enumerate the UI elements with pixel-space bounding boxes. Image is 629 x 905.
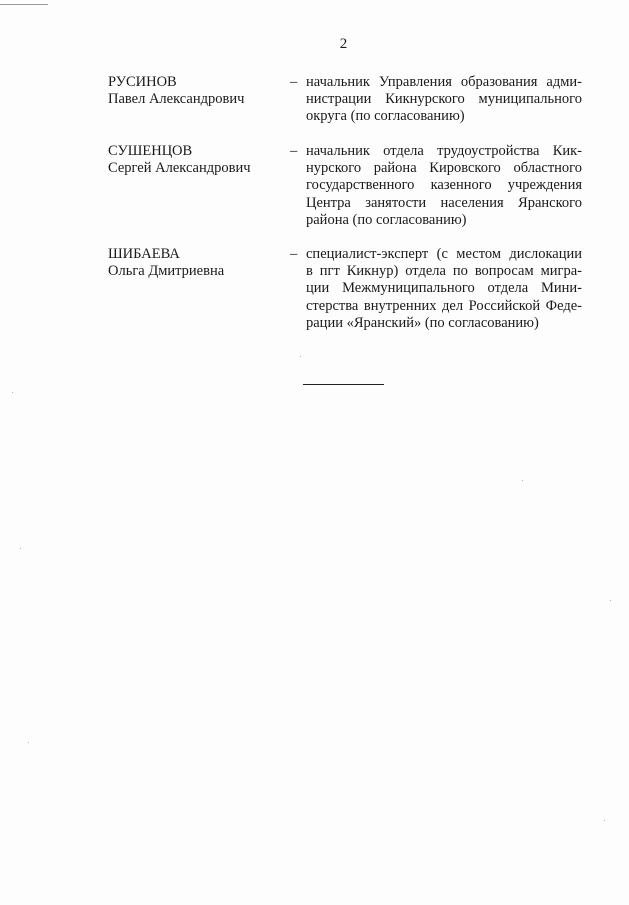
member-role: [306, 143, 582, 229]
role-line: стерства внутренних дел Российской Феде-: [306, 297, 582, 314]
member-name: [108, 143, 278, 177]
scan-speck: [604, 820, 605, 821]
member-given-name: Сергей Александрович: [108, 160, 251, 176]
role-line: государственного казенного учреждения: [306, 177, 582, 194]
member-name: [108, 246, 278, 280]
member-role: [306, 74, 582, 126]
member-given-name: Павел Александрович: [108, 91, 245, 107]
separator-dash: –: [290, 143, 298, 159]
member-given-name: Ольга Дмитриевна: [108, 263, 225, 279]
role-line: специалист-эксперт (с местом дислокации: [306, 246, 582, 262]
scan-speck: [522, 480, 523, 481]
role-line: начальник Управления образования адми-: [306, 74, 582, 90]
member-role: [306, 246, 582, 332]
role-line: района (по согласованию): [306, 211, 467, 228]
scan-speck: [28, 742, 29, 743]
role-line: в пгт Кикнур) отдела по вопросам мигра-: [306, 263, 582, 280]
role-line: Центра занятости населения Яранского: [306, 194, 582, 211]
closing-rule: [303, 384, 384, 385]
page-number: 2: [339, 36, 348, 52]
role-line: нистрации Кикнурского муниципального: [306, 91, 582, 108]
separator-dash: –: [290, 246, 298, 262]
role-line: рации «Яранский» (по согласованию): [306, 314, 539, 331]
role-line: начальник отдела трудоустройства Кик-: [306, 143, 582, 159]
role-line: ции Межмуниципального отдела Мини-: [306, 280, 582, 297]
scan-speck: [20, 548, 21, 549]
role-line: нурского района Кировского областного: [306, 160, 582, 177]
separator-dash: –: [290, 74, 298, 90]
role-line: округа (по согласованию): [306, 108, 465, 125]
member-name: [108, 74, 278, 108]
member-surname: ШИБАЕВА: [108, 246, 180, 262]
scan-artifact-line: [0, 4, 48, 5]
scan-speck: [12, 392, 13, 393]
scan-speck: [300, 356, 301, 357]
member-surname: РУСИНОВ: [108, 74, 177, 90]
member-surname: СУШЕНЦОВ: [108, 143, 193, 159]
scan-speck: [610, 600, 611, 601]
